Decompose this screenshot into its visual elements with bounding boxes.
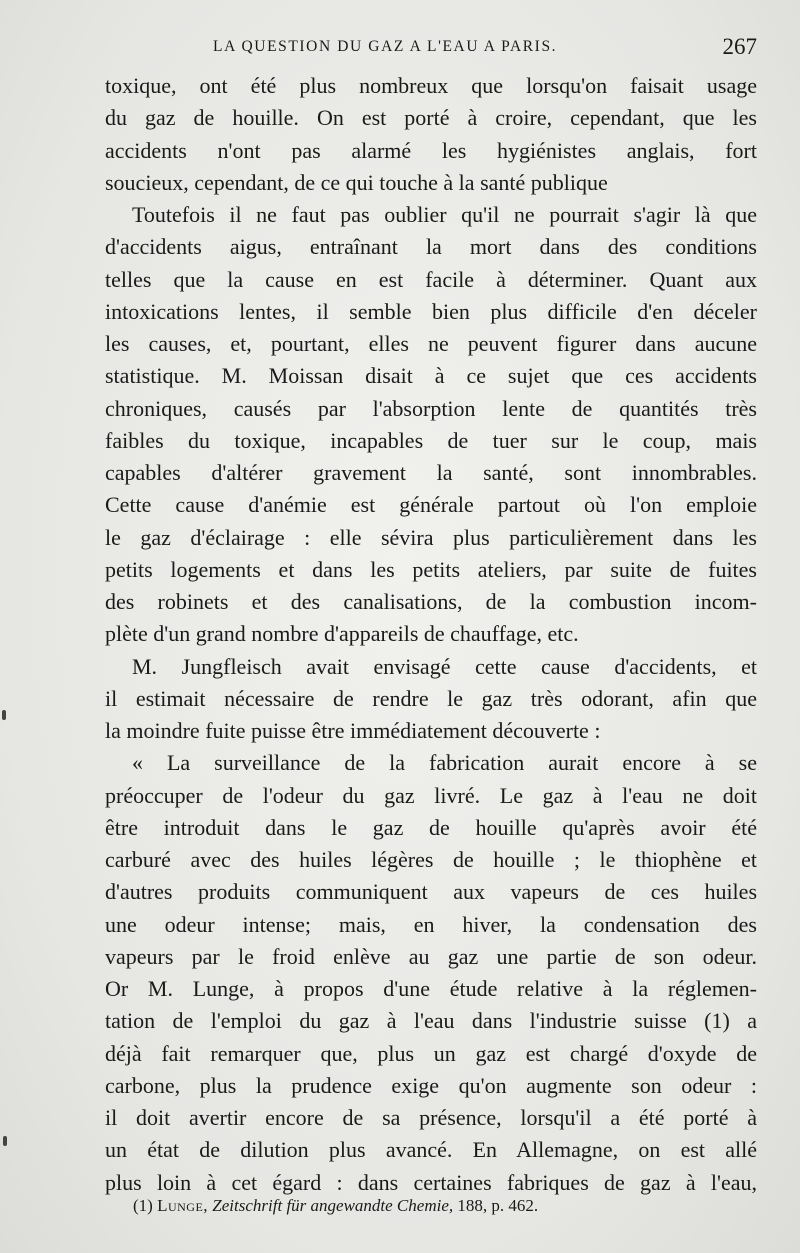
text-line: carburé avec des huiles légères de houille ; le thiophène et [105, 847, 757, 872]
text-line: Cette cause d'anémie est générale partout où l'on emploie [105, 492, 757, 518]
text-line: du gaz de houille. On est porté à croire, cependant, que les [105, 105, 757, 131]
text-line: vapeurs par le froid enlève au gaz une partie de son odeur. [105, 943, 757, 969]
running-title: LA QUESTION DU GAZ A L'EAU A PARIS. [213, 38, 558, 55]
text-line: être introduit dans le gaz de houille qu'après avoir été [105, 814, 757, 840]
text-line: plus loin à cet égard : dans certaines fabriques de gaz à l'eau, [105, 1169, 757, 1195]
footnote [133, 1196, 538, 1216]
margin-ink-mark [2, 710, 6, 720]
text-line: accidents n'ont pas alarmé les hygiénistes anglais, fort [105, 137, 757, 163]
footnote-author: Lunge, [157, 1196, 209, 1215]
text-line: telles que la cause en est facile à déterminer. Quant aux [105, 266, 757, 292]
text-line: intoxications lentes, il semble bien plus difficile d'en déceler [105, 298, 757, 324]
footnote-reference: 188, p. 462. [457, 1196, 539, 1215]
margin-ink-mark [3, 1136, 7, 1146]
footnote-journal: Zeitschrift für angewandte Chemie, [212, 1196, 454, 1215]
text-line: faibles du toxique, incapables de tuer sur le coup, mais [105, 427, 757, 453]
text-line: des robinets et des canalisations, de la combustion incom- [105, 589, 757, 614]
text-line: déjà fait remarquer que, plus un gaz est chargé d'oxyde de [105, 1040, 757, 1066]
text-line: une odeur intense; mais, en hiver, la condensation des [105, 911, 757, 937]
text-line: tation de l'emploi du gaz à l'eau dans l'industrie suisse (1) a [105, 1008, 757, 1034]
text-line: petits logements et dans les petits ateliers, par suite de fuites [105, 556, 757, 582]
text-line: capables d'altérer gravement la santé, sont innombrables. [105, 460, 757, 485]
text-line: la moindre fuite puisse être immédiatement découverte : [105, 718, 601, 743]
text-line: Toutefois il ne faut pas oublier qu'il ne pourrait s'agir là que [132, 202, 757, 227]
text-line: plète d'un grand nombre d'appareils de chauffage, etc. [105, 621, 579, 647]
text-line: le gaz d'éclairage : elle sévira plus particulièrement dans les [105, 524, 757, 550]
text-line: Or M. Lunge, à propos d'une étude relative à la réglemen- [105, 976, 757, 1001]
page-number: 267 [722, 34, 757, 59]
text-line: un état de dilution plus avancé. En Allemagne, on est allé [105, 1137, 757, 1163]
text-line: il doit avertir encore de sa présence, lorsqu'il a été porté à [105, 1105, 757, 1130]
footnote-marker: (1) [133, 1196, 153, 1215]
page-header [105, 34, 757, 64]
text-line: d'autres produits communiquent aux vapeurs de ces huiles [105, 879, 757, 905]
text-line: d'accidents aigus, entraînant la mort dans des conditions [105, 234, 757, 260]
text-line: carbone, plus la prudence exige qu'on augmente son odeur : [105, 1072, 757, 1098]
text-line: toxique, ont été plus nombreux que lorsqu'on faisait usage [105, 73, 757, 98]
text-line: statistique. M. Moissan disait à ce sujet que ces accidents [105, 363, 757, 389]
text-line: soucieux, cependant, de ce qui touche à la santé publique [105, 169, 608, 195]
text-line: les causes, et, pourtant, elles ne peuvent figurer dans aucune [105, 331, 757, 356]
text-line: « La surveillance de la fabrication aurait encore à se [132, 750, 757, 776]
text-line: préoccuper de l'odeur du gaz livré. Le gaz à l'eau ne doit [105, 782, 757, 808]
text-line: M. Jungfleisch avait envisagé cette cause d'accidents, et [132, 653, 757, 679]
text-line: chroniques, causés par l'absorption lente de quantités très [105, 395, 757, 421]
text-line: il estimait nécessaire de rendre le gaz très odorant, afin que [105, 685, 757, 711]
body-text [105, 70, 757, 1199]
